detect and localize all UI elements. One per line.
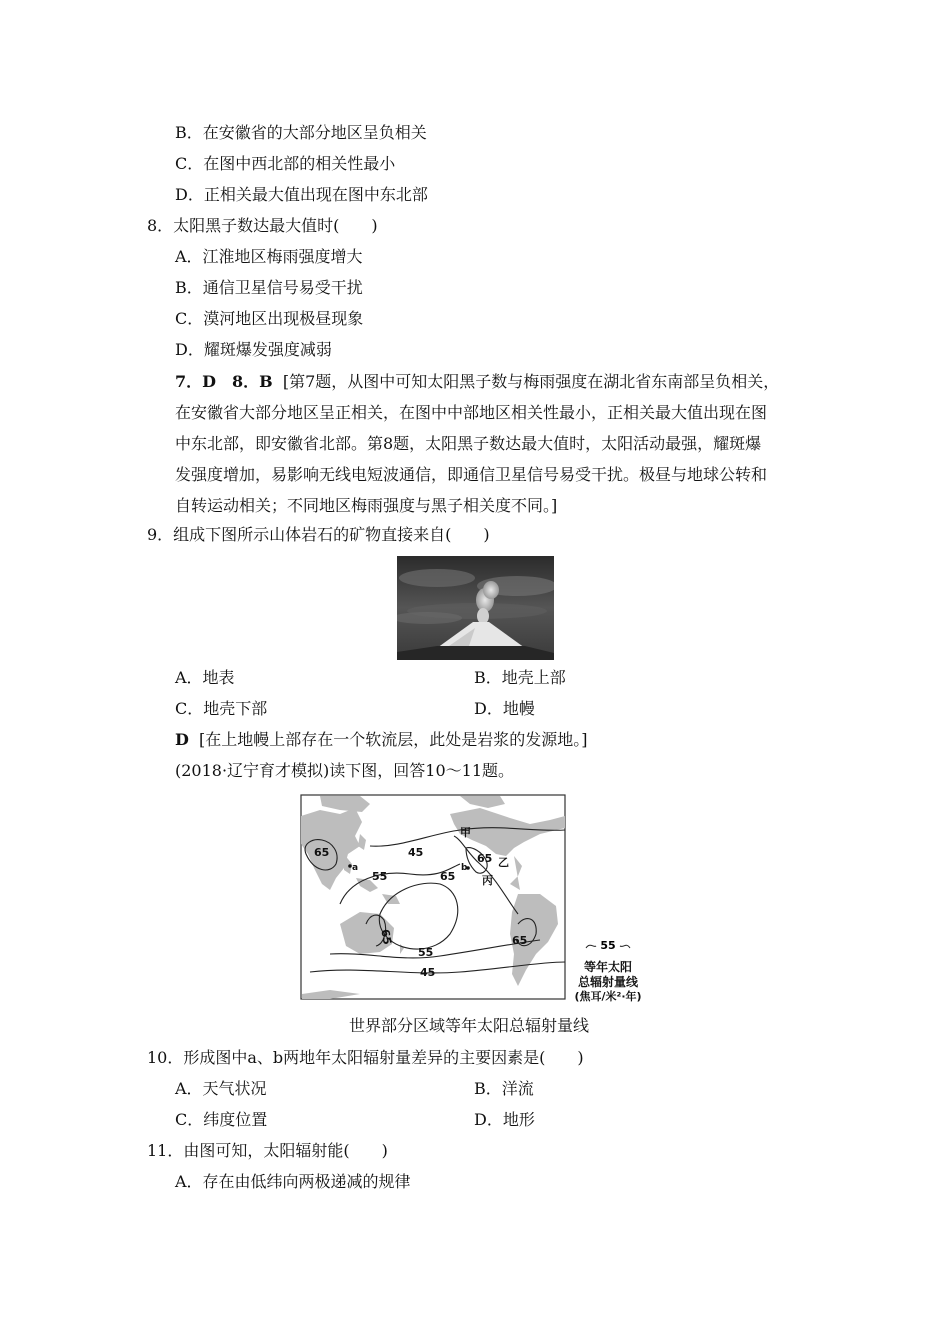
question-11: 11．由图可知，太阳辐射能( ) [147,1141,388,1160]
label-65-australia: 65 [378,928,394,946]
label-bing: 丙 [482,874,493,887]
intro-10-11: (2018·辽宁育才模拟)读下图，回答10～11题。 [175,761,515,780]
label-65-asia: 65 [314,846,330,859]
map-caption: 世界部分区域等年太阳总辐射量线 [349,1016,590,1035]
label-65-sa: 65 [512,934,528,947]
q9-option-c: C．地壳下部 [175,699,268,718]
answer-7-8-line-1 [175,372,779,392]
label-45-top: 45 [408,846,424,859]
q9-option-b: B．地壳上部 [474,668,566,687]
q9-option-d: D．地幔 [474,699,535,718]
answer-7-8-line-3: 中东北部，即安徽省北部。第8题，太阳黑子数达最大值时，太阳活动最强，耀斑爆 [175,434,762,453]
label-55-south: 55 [418,946,434,959]
map-legend [568,938,648,1008]
q10-option-c: C．纬度位置 [175,1110,268,1129]
q10-option-d: D．地形 [474,1110,535,1129]
answer-7-8-line-4: 发强度增加，易影响无线电短波通信，即通信卫星信号易受干扰。极昼与地球公转和 [175,465,768,484]
q10-option-a: A．天气状况 [175,1079,267,1098]
q8-option-c: C．漠河地区出现极昼现象 [175,309,364,328]
answer-7-8-line-2: 在安徽省大部分地区呈正相关，在图中中部地区相关性最小，正相关最大值出现在图 [175,403,768,422]
label-55-left: 55 [372,870,388,883]
q8-option-b: B．通信卫星信号易受干扰 [175,278,363,297]
label-65-mid: 65 [440,870,456,883]
label-b: b [461,863,468,873]
legend-line-sample [568,938,648,952]
label-45-south: 45 [420,966,436,979]
label-yi: 乙 [498,856,509,869]
answer-7-8-text: [第7题，从图中可知太阳黑子数与梅雨强度在湖北省东南部呈负相关， [282,372,780,391]
q8-option-a: A．江淮地区梅雨强度增大 [175,247,363,266]
label-jia: 甲 [460,826,471,839]
question-9: 9．组成下图所示山体岩石的矿物直接来自( ) [147,525,490,544]
legend-line-1: 等年太阳 [583,960,632,974]
answer-9-text: [在上地幔上部存在一个软流层，此处是岩浆的发源地。] [199,730,588,749]
question-10: 10．形成图中a、b两地年太阳辐射量差异的主要因素是( ) [147,1048,584,1067]
q11-option-a: A．存在由低纬向两极递减的规律 [175,1172,411,1191]
q10-option-b: B．洋流 [474,1079,534,1098]
volcano-photo [397,556,554,660]
legend-line-3: (焦耳/米²·年) [574,990,642,1003]
q7-option-d: D．正相关最大值出现在图中东北部 [175,185,428,204]
legend-line-2: 总辐射量线 [577,975,638,989]
legend-sample-value: 55 [600,939,616,952]
q8-option-d: D．耀斑爆发强度减弱 [175,340,332,359]
q7-option-c: C．在图中西北部的相关性最小 [175,154,396,173]
label-a: a [352,863,359,873]
answer-7-8-line-5: 自转运动相关；不同地区梅雨强度与黑子相关度不同。] [175,496,558,515]
answer-9-label: D [175,730,189,749]
label-65-b: 65 [477,852,493,865]
q7-option-b: B．在安徽省的大部分地区呈负相关 [175,123,427,142]
answer-7-8-label: 7．D 8．B [175,372,273,391]
q9-option-a: A．地表 [175,668,235,687]
question-8: 8．太阳黑子数达最大值时( ) [147,216,378,235]
radiation-map [300,794,566,1000]
answer-9 [175,730,588,750]
